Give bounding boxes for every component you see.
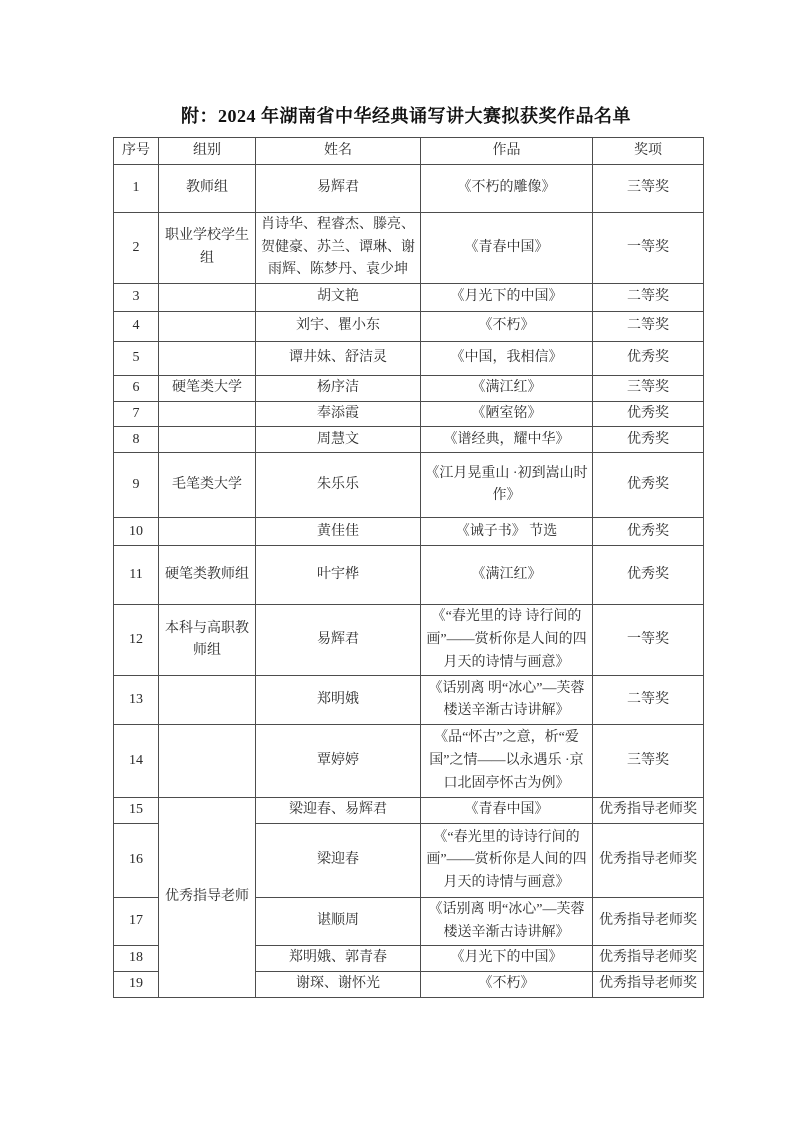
- document-title: 附：2024 年湖南省中华经典诵写讲大赛拟获奖作品名单: [181, 106, 631, 126]
- table-row: [114, 284, 704, 312]
- award-cell: 优秀指导老师奖: [593, 824, 704, 898]
- names-cell: 郑明娥、郭青春: [256, 946, 421, 972]
- work-cell: 《不朽》: [421, 972, 593, 998]
- work-cell: 《月光下的中国》: [421, 284, 593, 312]
- work-cell: 《江月晃重山 ·初到嵩山时作》: [421, 453, 593, 518]
- awards-table: [113, 137, 704, 998]
- row-number-cell: 7: [114, 401, 159, 427]
- row-number-cell: 1: [114, 165, 159, 213]
- header-group: 组别: [159, 138, 256, 165]
- table-row: [114, 401, 704, 427]
- header-names: 姓名: [256, 138, 421, 165]
- names-cell: 叶宇桦: [256, 546, 421, 605]
- work-cell: 《“春光里的诗 诗行间的画”——赏析你是人间的四月天的诗情与画意》: [421, 605, 593, 676]
- names-cell: 奉添霞: [256, 401, 421, 427]
- award-cell: 一等奖: [593, 605, 704, 676]
- group-cell: [159, 518, 256, 546]
- row-number-cell: 16: [114, 824, 159, 898]
- row-number-cell: 3: [114, 284, 159, 312]
- row-number-cell: 2: [114, 213, 159, 284]
- header-award: 奖项: [593, 138, 704, 165]
- names-cell: 梁迎春: [256, 824, 421, 898]
- names-cell: 胡文艳: [256, 284, 421, 312]
- award-cell: 一等奖: [593, 213, 704, 284]
- names-cell: 梁迎春、易辉君: [256, 798, 421, 824]
- row-number-cell: 13: [114, 676, 159, 725]
- award-cell: 优秀指导老师奖: [593, 898, 704, 946]
- table-row: [114, 725, 704, 798]
- names-cell: 黄佳佳: [256, 518, 421, 546]
- table-row: [114, 798, 704, 824]
- award-cell: 三等奖: [593, 165, 704, 213]
- group-cell: [159, 676, 256, 725]
- table-row: [114, 376, 704, 402]
- work-cell: 《月光下的中国》: [421, 946, 593, 972]
- work-cell: 《满江红》: [421, 376, 593, 402]
- work-cell: 《“春光里的诗诗行间的画”——赏析你是人间的四月天的诗情与画意》: [421, 824, 593, 898]
- header-work: 作品: [421, 138, 593, 165]
- group-cell: 教师组: [159, 165, 256, 213]
- row-number-cell: 10: [114, 518, 159, 546]
- work-cell: 《不朽》: [421, 312, 593, 342]
- award-cell: 优秀奖: [593, 401, 704, 427]
- table-row: [114, 605, 704, 676]
- names-cell: 谢琛、谢怀光: [256, 972, 421, 998]
- work-cell: 《话别离 明“冰心”—芙蓉楼送辛渐古诗讲解》: [421, 898, 593, 946]
- names-cell: 谭井妹、舒洁灵: [256, 342, 421, 376]
- work-cell: 《不朽的雕像》: [421, 165, 593, 213]
- row-number-cell: 11: [114, 546, 159, 605]
- row-number-cell: 9: [114, 453, 159, 518]
- award-cell: 二等奖: [593, 676, 704, 725]
- row-number-cell: 18: [114, 946, 159, 972]
- group-cell-merged: 优秀指导老师: [159, 798, 256, 997]
- award-cell: 优秀奖: [593, 427, 704, 453]
- row-number-cell: 14: [114, 725, 159, 798]
- names-cell: 杨序洁: [256, 376, 421, 402]
- award-cell: 优秀奖: [593, 453, 704, 518]
- row-number-cell: 4: [114, 312, 159, 342]
- award-cell: 优秀奖: [593, 518, 704, 546]
- names-cell: 朱乐乐: [256, 453, 421, 518]
- award-cell: 优秀指导老师奖: [593, 798, 704, 824]
- names-cell: 周慧文: [256, 427, 421, 453]
- table-row: [114, 165, 704, 213]
- award-cell: 优秀奖: [593, 546, 704, 605]
- names-cell: 易辉君: [256, 165, 421, 213]
- group-cell: 毛笔类大学: [159, 453, 256, 518]
- award-cell: 优秀指导老师奖: [593, 946, 704, 972]
- row-number-cell: 15: [114, 798, 159, 824]
- award-cell: 优秀奖: [593, 342, 704, 376]
- row-number-cell: 8: [114, 427, 159, 453]
- work-cell: 《满江红》: [421, 546, 593, 605]
- table-row: [114, 518, 704, 546]
- names-cell: 刘宇、瞿小东: [256, 312, 421, 342]
- work-cell: 《青春中国》: [421, 798, 593, 824]
- group-cell: 本科与高职教师组: [159, 605, 256, 676]
- table-row: [114, 427, 704, 453]
- table-row: [114, 676, 704, 725]
- table-row: [114, 453, 704, 518]
- work-cell: 《品“怀古”之意，析“爱国”之情——以永遇乐 ·京口北固亭怀古为例》: [421, 725, 593, 798]
- group-cell: [159, 401, 256, 427]
- row-number-cell: 6: [114, 376, 159, 402]
- table-row: [114, 342, 704, 376]
- group-cell: [159, 427, 256, 453]
- row-number-cell: 5: [114, 342, 159, 376]
- header-number: 序号: [114, 138, 159, 165]
- table-row: [114, 546, 704, 605]
- group-cell: [159, 342, 256, 376]
- header-row: [114, 138, 704, 165]
- row-number-cell: 19: [114, 972, 159, 998]
- award-cell: 二等奖: [593, 284, 704, 312]
- names-cell: 肖诗华、程睿杰、滕亮、贺健豪、苏兰、谭琳、谢雨辉、陈梦丹、袁少坤: [256, 213, 421, 284]
- group-cell: 职业学校学生组: [159, 213, 256, 284]
- work-cell: 《诫子书》 节选: [421, 518, 593, 546]
- award-cell: 二等奖: [593, 312, 704, 342]
- award-cell: 优秀指导老师奖: [593, 972, 704, 998]
- table-row: [114, 213, 704, 284]
- row-number-cell: 12: [114, 605, 159, 676]
- work-cell: 《青春中国》: [421, 213, 593, 284]
- names-cell: 易辉君: [256, 605, 421, 676]
- group-cell: 硬笔类大学: [159, 376, 256, 402]
- names-cell: 覃婷婷: [256, 725, 421, 798]
- group-cell: 硬笔类教师组: [159, 546, 256, 605]
- table-row: [114, 312, 704, 342]
- group-cell: [159, 312, 256, 342]
- award-cell: 三等奖: [593, 725, 704, 798]
- row-number-cell: 17: [114, 898, 159, 946]
- names-cell: 谌顺周: [256, 898, 421, 946]
- award-cell: 三等奖: [593, 376, 704, 402]
- work-cell: 《谱经典，耀中华》: [421, 427, 593, 453]
- group-cell: [159, 284, 256, 312]
- work-cell: 《中国，我相信》: [421, 342, 593, 376]
- work-cell: 《话别离 明“冰心”—芙蓉楼送辛渐古诗讲解》: [421, 676, 593, 725]
- work-cell: 《陋室铭》: [421, 401, 593, 427]
- names-cell: 郑明娥: [256, 676, 421, 725]
- group-cell: [159, 725, 256, 798]
